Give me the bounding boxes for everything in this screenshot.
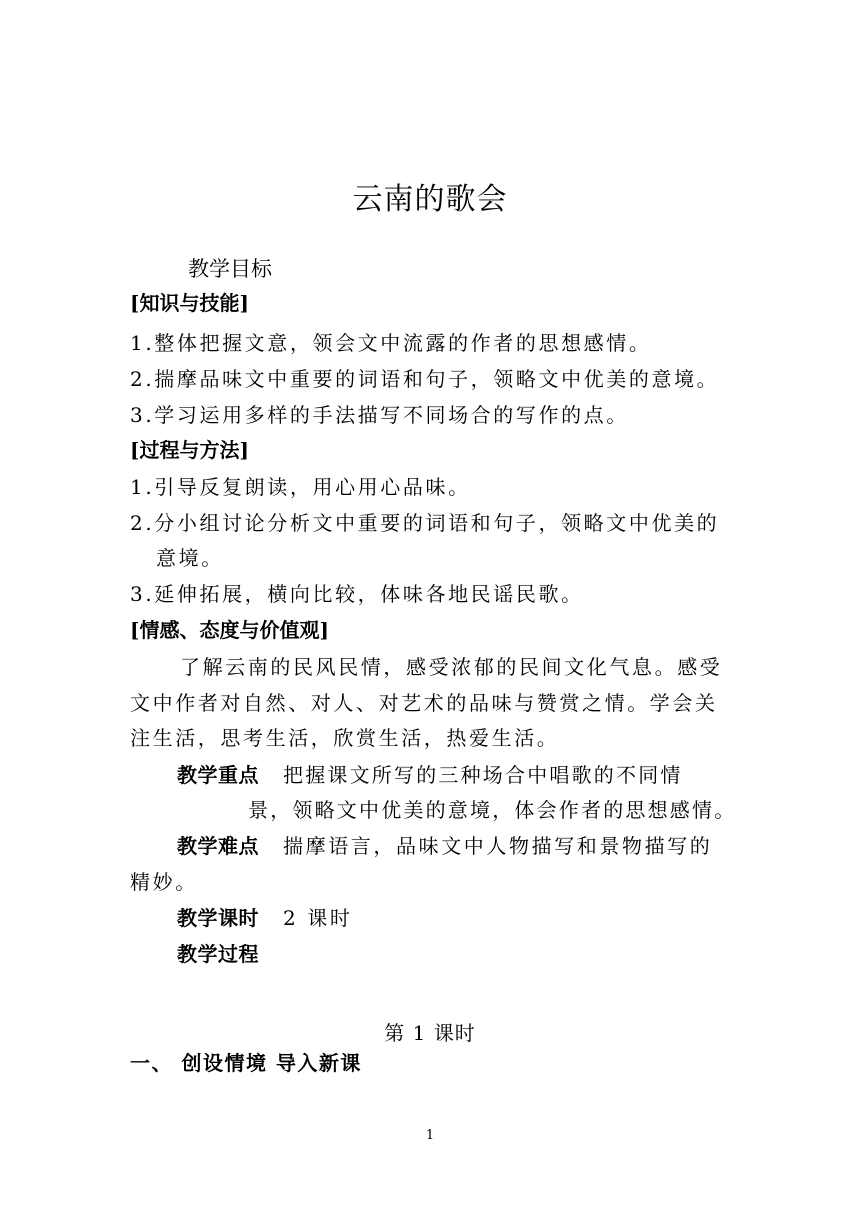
knowledge-item-3: 3.学习运用多样的手法描写不同场合的写作的点。 (130, 403, 629, 427)
process-heading: [过程与方法] (130, 438, 249, 462)
document-title: 云南的歌会 (352, 182, 508, 217)
hours-label: 教学课时 (177, 906, 259, 930)
section-one-heading: 一、 创设情境 导入新课 (130, 1051, 362, 1075)
attitude-line-3: 注生活，思考生活，欣赏生活，热爱生活。 (130, 726, 560, 750)
difficulties-text: 揣摩语言，品味文中人物描写和景物描写的 (283, 834, 713, 858)
key-points-row (177, 763, 683, 787)
hours-row (177, 906, 352, 930)
difficulties-label: 教学难点 (177, 834, 259, 858)
objectives-heading: 教学目标 (188, 257, 272, 281)
difficulties-row (177, 834, 712, 858)
process-item-1: 1.引导反复朗读，用心用心品味。 (130, 475, 471, 499)
hours-value: 2 课时 (283, 906, 353, 930)
difficulties-text-cont: 精妙。 (130, 870, 198, 894)
teaching-process-heading: 教学过程 (177, 942, 259, 966)
knowledge-item-2: 2.揣摩品味文中重要的词语和句子，领略文中优美的意境。 (130, 367, 720, 391)
knowledge-heading: [知识与技能] (130, 291, 249, 315)
page-number: 1 (425, 1128, 435, 1143)
attitude-line-1: 了解云南的民风民情，感受浓郁的民间文化气息。感受 (180, 655, 723, 679)
attitude-line-2: 文中作者对自然、对人、对艺术的品味与赞赏之情。学会关 (130, 691, 718, 715)
key-points-text: 把握课文所写的三种场合中唱歌的不同情 (283, 763, 683, 787)
knowledge-item-1: 1.整体把握文意，领会文中流露的作者的思想感情。 (130, 331, 652, 355)
process-item-3: 3.延伸拓展，横向比较，体味各地民谣民歌。 (130, 582, 584, 606)
key-points-text-cont: 景，领略文中优美的意境，体会作者的思想感情。 (248, 798, 737, 822)
process-item-2-cont: 意境。 (156, 546, 224, 570)
attitude-heading: [情感、态度与价值观] (130, 618, 329, 642)
process-item-2: 2.分小组讨论分析文中重要的词语和句子，领略文中优美的 (130, 511, 720, 535)
key-points-label: 教学重点 (177, 763, 259, 787)
lesson-heading: 第 1 课时 (384, 1021, 476, 1045)
